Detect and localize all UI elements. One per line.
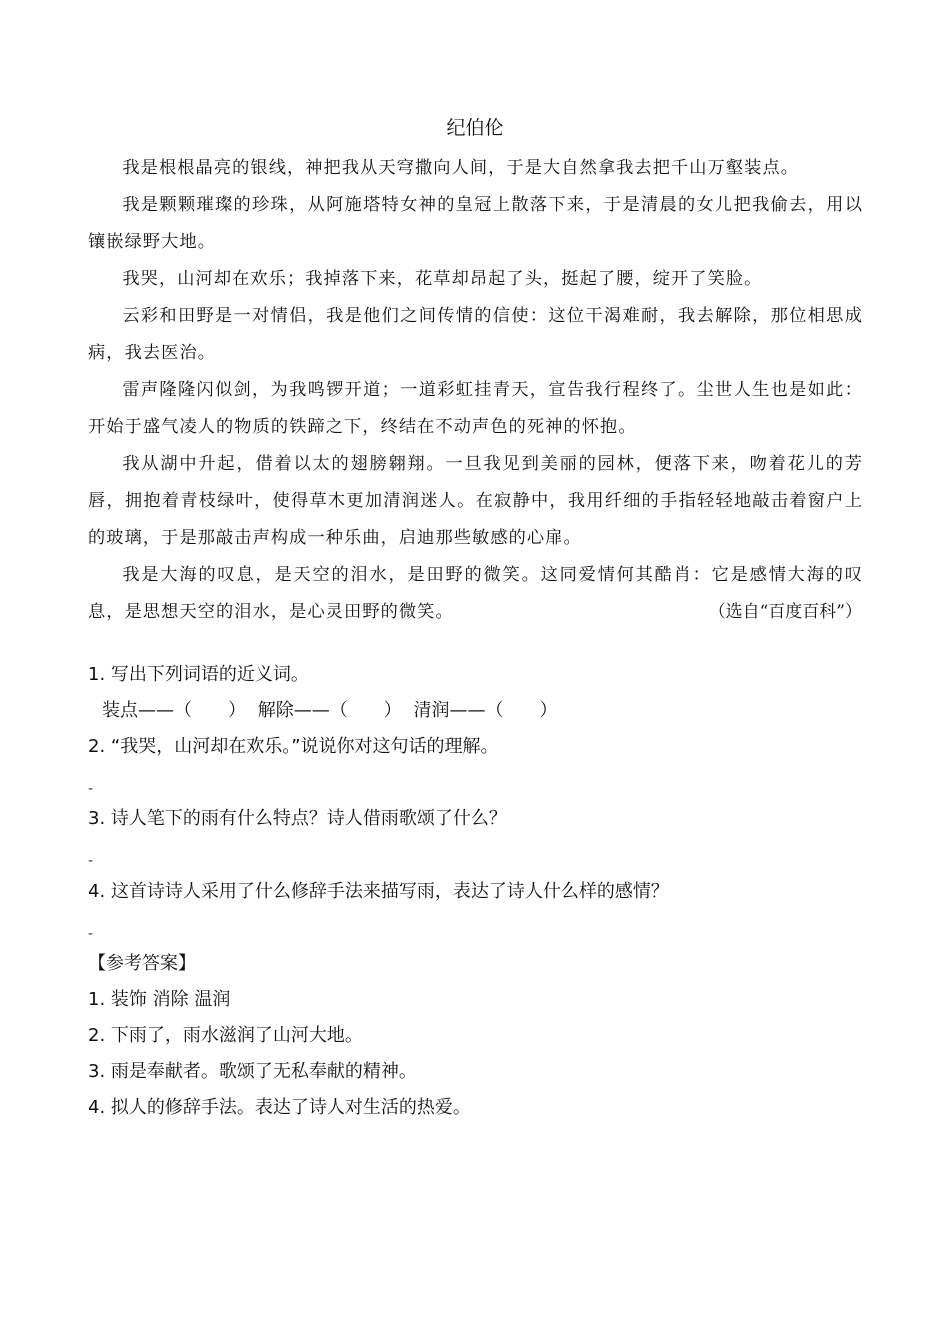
synonym-item: 解除——（ ） xyxy=(257,700,402,721)
poem-paragraph: 我是颗颗璀璨的珍珠，从阿施塔特女神的皇冠上散落下来，于是清晨的女儿把我偷去，用以镶嵌绿野大地。 xyxy=(88,195,863,252)
poem-paragraph: 我哭，山河却在欢乐；我掉落下来，花草却昂起了头，挺起了腰，绽开了笑脸。 xyxy=(122,269,763,289)
question-4: 4. 这首诗诗人采用了什么修辞手法来描写雨，表达了诗人什么样的感情？ xyxy=(88,881,669,902)
answer-1: 1. 装饰 消除 温润 xyxy=(88,989,231,1010)
answer-4: 4. 拟人的修辞手法。表达了诗人对生活的热爱。 xyxy=(88,1097,471,1118)
synonym-item: 清润——（ ） xyxy=(413,700,558,721)
poem-paragraph: 云彩和田野是一对情侣，我是他们之间传情的信使：这位干渴难耐，我去解除，那位相思成病，我去医治。 xyxy=(88,306,863,363)
synonym-item: 装点——（ ） xyxy=(102,700,246,721)
answer-line: - xyxy=(88,781,94,797)
synonym-blanks xyxy=(102,698,892,724)
poem-body xyxy=(88,150,863,631)
poem-paragraph: 我是根根晶亮的银线，神把我从天穹撒向人间，于是大自然拿我去把千山万壑装点。 xyxy=(122,158,800,178)
document-title: 纪伯伦 xyxy=(446,117,504,139)
poem-paragraph: 我从湖中升起，借着以太的翅膀翱翔。一旦我见到美丽的园林，便落下来，吻着花儿的芳唇，拥抱着青枝绿叶，使得草木更加清润迷人。在寂静中，我用纤细的手指轻轻地敲击着窗户上的玻璃，于是那敲击声构成一种乐曲，启迪那些敏感的心扉。 xyxy=(88,454,863,548)
answer-line: - xyxy=(88,853,94,869)
question-3: 3. 诗人笔下的雨有什么特点？诗人借雨歌颂了什么？ xyxy=(88,808,507,829)
answer-line: - xyxy=(88,926,94,942)
question-1: 1. 写出下列词语的近义词。 xyxy=(88,664,309,685)
poem-paragraph: 我是大海的叹息，是天空的泪水，是田野的微笑。这同爱情何其酷肖：它是感情大海的叹息，是思想天空的泪水，是心灵田野的微笑。 xyxy=(88,565,863,622)
answer-heading: 【参考答案】 xyxy=(88,953,196,974)
source-citation: （选自“百度百科”） xyxy=(708,602,862,622)
answer-3: 3. 雨是奉献者。歌颂了无私奉献的精神。 xyxy=(88,1061,417,1082)
answer-2: 2. 下雨了，雨水滋润了山河大地。 xyxy=(88,1025,363,1046)
question-2: 2. “我哭，山河却在欢乐。”说说你对这句话的理解。 xyxy=(88,736,499,757)
poem-paragraph: 雷声隆隆闪似剑，为我鸣锣开道；一道彩虹挂青天，宣告我行程终了。尘世人生也是如此：开始于盛气凌人的物质的铁蹄之下，终结在不动声色的死神的怀抱。 xyxy=(88,380,863,437)
